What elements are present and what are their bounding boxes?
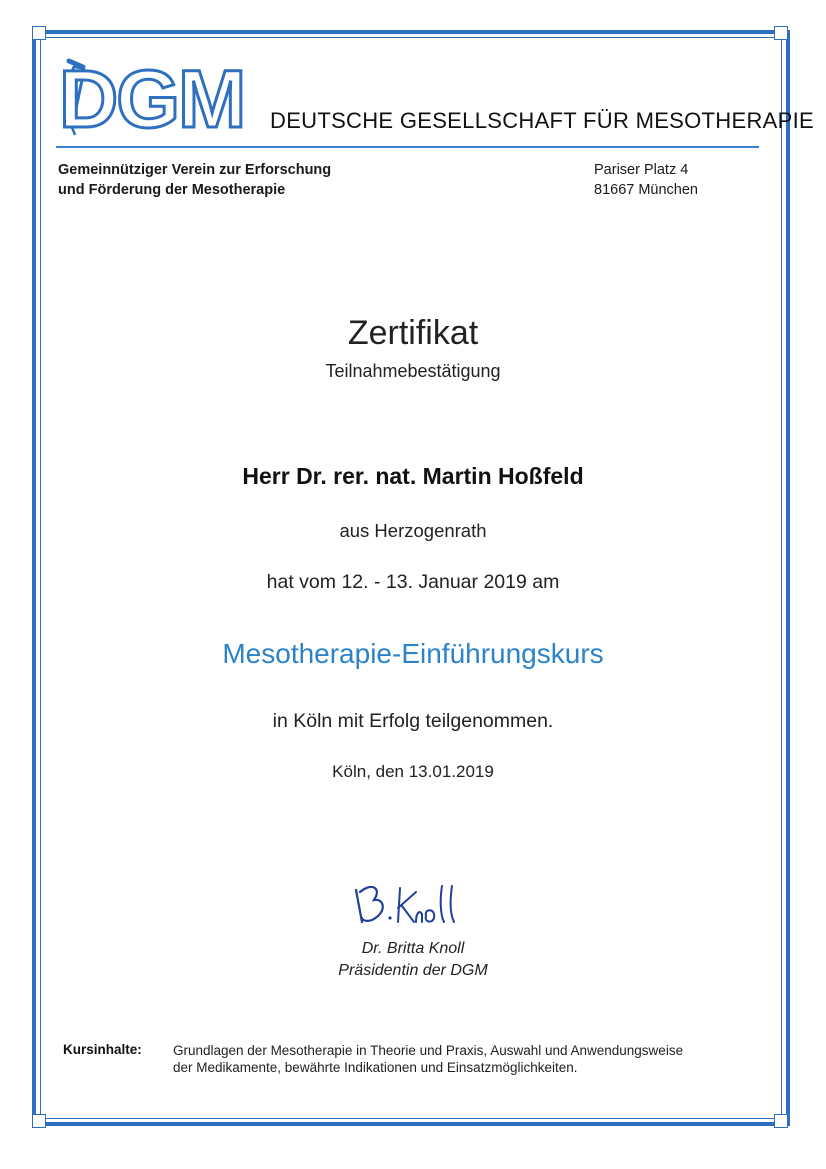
frame-corner-bottom-left — [32, 1114, 46, 1128]
frame-corner-top-left — [32, 26, 46, 40]
header-divider — [56, 146, 759, 148]
frame-corner-top-right — [774, 26, 788, 40]
signer-name: Dr. Britta Knoll — [361, 940, 465, 957]
course-contents-line-1: Grundlagen der Mesotherapie in Theorie und Praxis, Auswahl und Anwendungsweise — [173, 1043, 684, 1058]
course-contents-line-2: der Medikamente, bewährte Indikationen und Einsatzmöglichkeiten. — [173, 1060, 578, 1075]
course-contents-label: Kursinhalte: — [63, 1042, 142, 1057]
tagline-line-2: und Förderung der Mesotherapie — [58, 182, 286, 198]
recipient-name: Herr Dr. rer. nat. Martin Hoßfeld — [242, 463, 584, 489]
frame-corner-bottom-right — [774, 1114, 788, 1128]
organization-name: DEUTSCHE GESELLSCHAFT FÜR MESOTHERAPIE — [270, 108, 814, 133]
certificate-title: Zertifikat — [347, 314, 479, 352]
logo-letters: DGM — [59, 55, 245, 140]
handwritten-signature — [350, 878, 480, 930]
tagline-line-1: Gemeinnütziger Verein zur Erforschung — [58, 162, 332, 178]
dgm-logo — [55, 55, 270, 140]
signer-role: Präsidentin der DGM — [338, 962, 488, 979]
recipient-origin: aus Herzogenrath — [339, 520, 487, 541]
place-and-date: Köln, den 13.01.2019 — [332, 762, 494, 781]
certificate-subtitle: Teilnahmebestätigung — [325, 361, 501, 381]
address-city: 81667 München — [594, 182, 698, 198]
address-street: Pariser Platz 4 — [594, 162, 689, 178]
course-name: Mesotherapie-Einführungskurs — [222, 638, 604, 669]
participation-result: in Köln mit Erfolg teilgenommen. — [272, 710, 554, 732]
course-contents-text — [173, 1042, 773, 1076]
course-dates: hat vom 12. - 13. Januar 2019 am — [266, 571, 560, 593]
